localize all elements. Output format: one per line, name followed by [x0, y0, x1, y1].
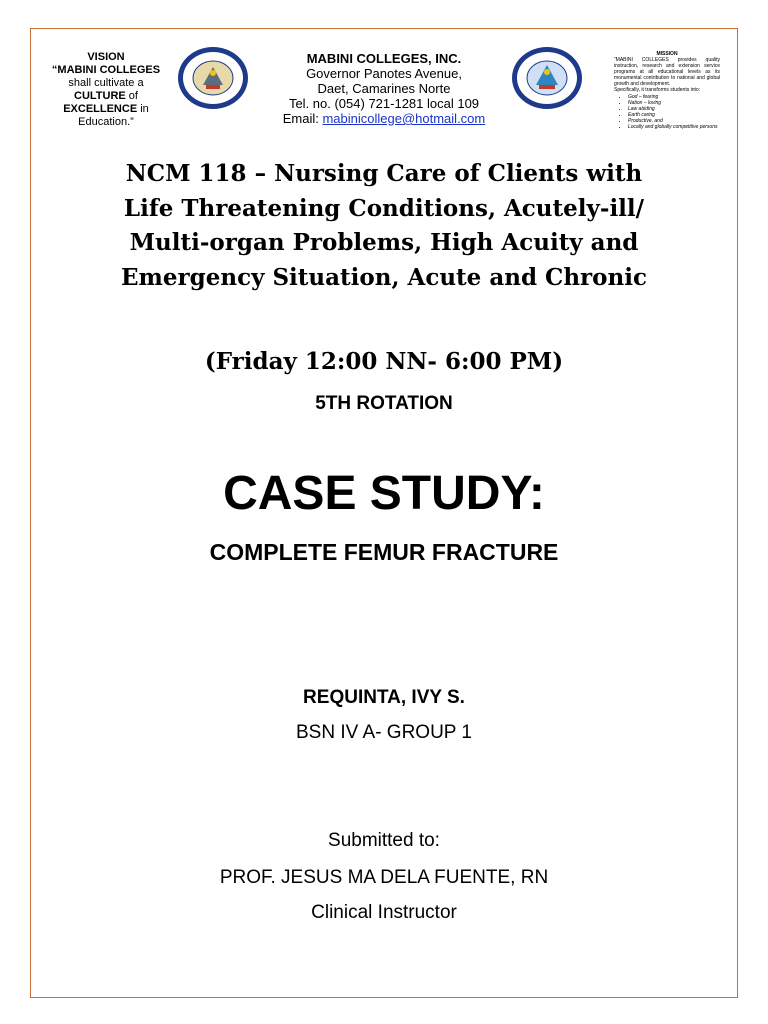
student-name: REQUINTA, IVY S. [303, 687, 465, 708]
mission-list [614, 94, 720, 130]
school-seal-left-icon [176, 45, 250, 111]
email-label: Email: [282, 111, 323, 126]
vision-line1: “MABINI COLLEGES [51, 64, 161, 76]
case-study-subject: COMPLETE FEMUR FRACTURE [209, 539, 559, 565]
course-title-line2: Life Threatening Conditions, Acutely-ill/ [123, 194, 645, 222]
vision-line2: shall cultivate a [68, 77, 144, 89]
mission-item: • Productive, and [628, 118, 720, 124]
mission-title: MISSION [656, 51, 678, 57]
email-link[interactable]: mabinicollege@hotmail.com [322, 111, 486, 126]
mission-intro: Specifically, it transforms students into: [614, 87, 701, 93]
school-seal-right-icon [510, 45, 584, 111]
case-study-title: CASE STUDY: [223, 467, 545, 520]
course-title-line1: NCM 118 – Nursing Care of Clients with [125, 160, 643, 187]
mission-statement [614, 51, 720, 130]
instructor-name: PROF. JESUS MA DELA FUENTE, RN [219, 867, 549, 888]
schedule: (Friday 12:00 NN- 6:00 PM) [204, 348, 564, 375]
mission-item: • God – fearing [628, 94, 720, 100]
vision-line5: Education.” [78, 116, 134, 128]
mission-item: • Locally and globally competitive persons [628, 124, 720, 130]
vision-line4-bold: EXCELLENCE [63, 103, 138, 115]
school-address-line1: Governor Panotes Avenue, [306, 66, 462, 81]
mission-item: • Nation – loving [628, 100, 720, 106]
vision-line4-rest: in [137, 103, 149, 115]
school-header [258, 51, 510, 126]
course-title-line3: Multi-organ Problems, High Acuity and [129, 229, 639, 256]
school-name: MABINI COLLEGES, INC. [306, 51, 462, 66]
mission-text: “MABINI COLLEGES provides quality instruction, research and extension service programs at all educational levels as its monumental contribution to national and global growth and development. [614, 57, 720, 87]
course-title [60, 157, 708, 295]
vision-line3-rest: of [125, 90, 138, 102]
rotation: 5TH ROTATION [315, 393, 453, 414]
submitted-to-label: Submitted to: [328, 830, 440, 851]
school-telephone: Tel. no. (054) 721-1281 local 109 [288, 96, 480, 111]
vision-line3-bold: CULTURE [74, 90, 126, 102]
vision-title: VISION [87, 51, 125, 63]
mission-item: • Law abiding [628, 106, 720, 112]
vision-statement [50, 51, 162, 129]
instructor-role: Clinical Instructor [311, 902, 457, 923]
course-title-line4: Emergency Situation, Acute and Chronic [121, 263, 647, 291]
student-section: BSN IV A- GROUP 1 [296, 722, 472, 743]
mission-item: • Earth caring [628, 112, 720, 118]
school-address-line2: Daet, Camarines Norte [317, 81, 451, 96]
